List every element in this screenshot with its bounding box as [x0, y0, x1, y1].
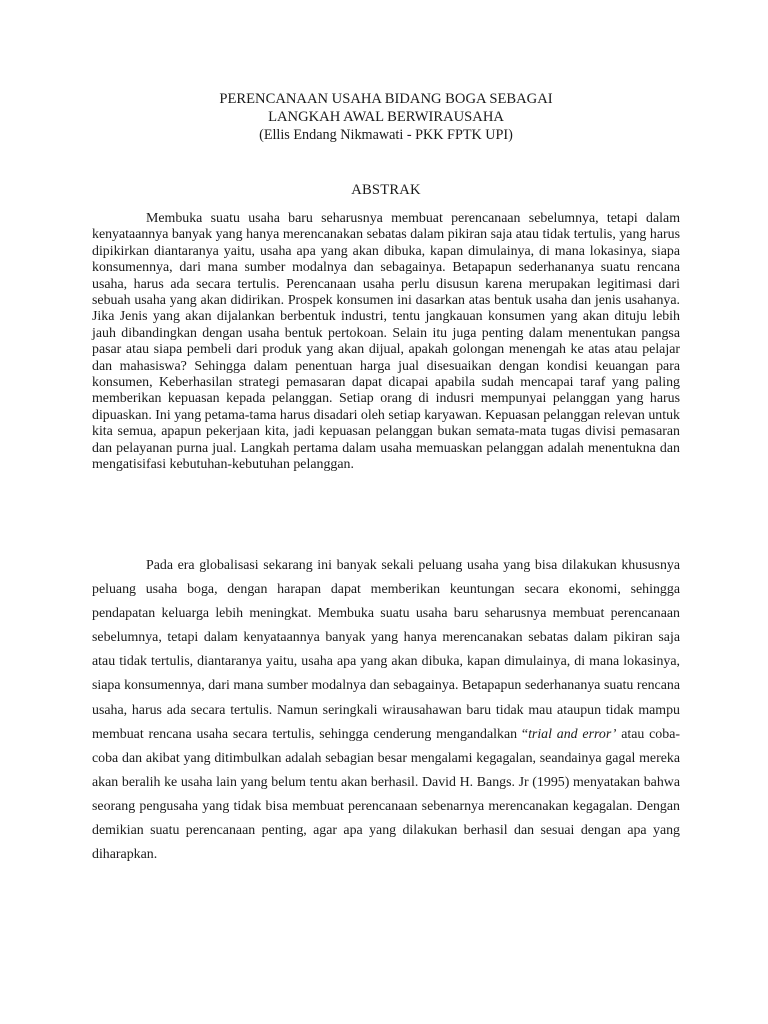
document-title-line-1: PERENCANAAN USAHA BIDANG BOGA SEBAGAI	[219, 91, 553, 107]
body-text-part-2: atau coba-coba dan akibat yang ditimbulkan adalah sebagian besar mengalami kegagalan, seandainya gagal mereka akan beralih ke usaha lain yang belum tentu akan berhasil. David H. Bangs. Jr (1995) menyatakan bahwa seorang pengusaha yang tidak bisa membuat perencanaan sebenarnya merencanakan kegagalan. Dengan demikian suatu perencanaan penting, agar apa yang dilakukan berhasil dan sesuai dengan apa yang diharapkan.	[92, 726, 680, 863]
document-title-line-2: LANGKAH AWAL BERWIRAUSAHA	[268, 109, 504, 125]
body-paragraph	[92, 554, 680, 867]
body-italic-term: trial and error’	[528, 726, 617, 742]
abstract-heading: ABSTRAK	[351, 182, 421, 198]
author-affiliation: (Ellis Endang Nikmawati - PKK FPTK UPI)	[259, 127, 513, 143]
body-text-part-1: Pada era globalisasi sekarang ini banyak sekali peluang usaha yang bisa dilakukan khususnya peluang usaha boga, dengan harapan dapat memberikan keuntungan secara ekonomi, sehingga pendapatan keluarga lebih meningkat. Membuka suatu usaha baru seharusnya membuat perencanaan sebelumnya, tetapi dalam kenyataannya banyak yang hanya merencanakan sebatas dalam pikiran saja atau tidak tertulis, diantaranya yaitu, usaha apa yang akan dibuka, kapan dimulainya, di mana lokasinya, siapa konsumennya, dari mana sumber modalnya dan sebagainya. Betapapun sederhananya suatu rencana usaha, harus ada secara tertulis. Namun seringkali wirausahawan baru tidak mau ataupun tidak mampu membuat rencana usaha secara tertulis, sehingga cenderung mengandalkan “	[92, 558, 680, 742]
title-block	[92, 90, 680, 144]
abstract-paragraph: Membuka suatu usaha baru seharusnya membuat perencanaan sebelumnya, tetapi dalam kenyataannya banyak yang hanya merencanakan sebatas dalam pikiran saja atau tidak tertulis, yang harus dipikirkan diantaranya yaitu, usaha apa yang akan dibuka, kapan dimulainya, di mana lokasinya, siapa konsumennya, dari mana sumber modalnya dan sebagainya. Betapapun sederhananya suatu rencana usaha, harus ada secara tertulis. Perencanaan usaha perlu disusun karena merupakan legitimasi dari sebuah usaha yang akan didirikan. Prospek konsumen ini dasarkan atas bentuk usaha dan jenis usahanya. Jika Jenis yang akan dijalankan berbentuk industri, tentu jangkauan konsumen yang akan dituju lebih jauh dibandingkan dengan usaha bentuk pertokoan. Selain itu juga penting dalam menentukan pangsa pasar atau siapa pembeli dari produk yang akan dijual, apakah golongan menengah ke atas atau pelajar dan mahasiswa? Sehingga dalam penentuan harga jual disesuaikan dengan kondisi keuangan para konsumen, Keberhasilan strategi pemasaran dapat dicapai apabila sudah mencapai taraf yang paling memberikan kepuasan kepada pelanggan. Setiap orang di indusri mempunyai pelanggan yang harus dipuaskan. Ini yang petama-tama harus disadari oleh setiap karyawan. Kepuasan pelanggan relevan untuk kita semua, apapun pekerjaan kita, jadi kepuasan pelanggan bukan semata-mata tugas divisi pemasaran dan pelayanan purna jual. Langkah pertama dalam usaha memuaskan pelanggan adalah menentukna dan mengatisifasi kebutuhan-kebutuhan pelanggan.	[92, 211, 680, 473]
